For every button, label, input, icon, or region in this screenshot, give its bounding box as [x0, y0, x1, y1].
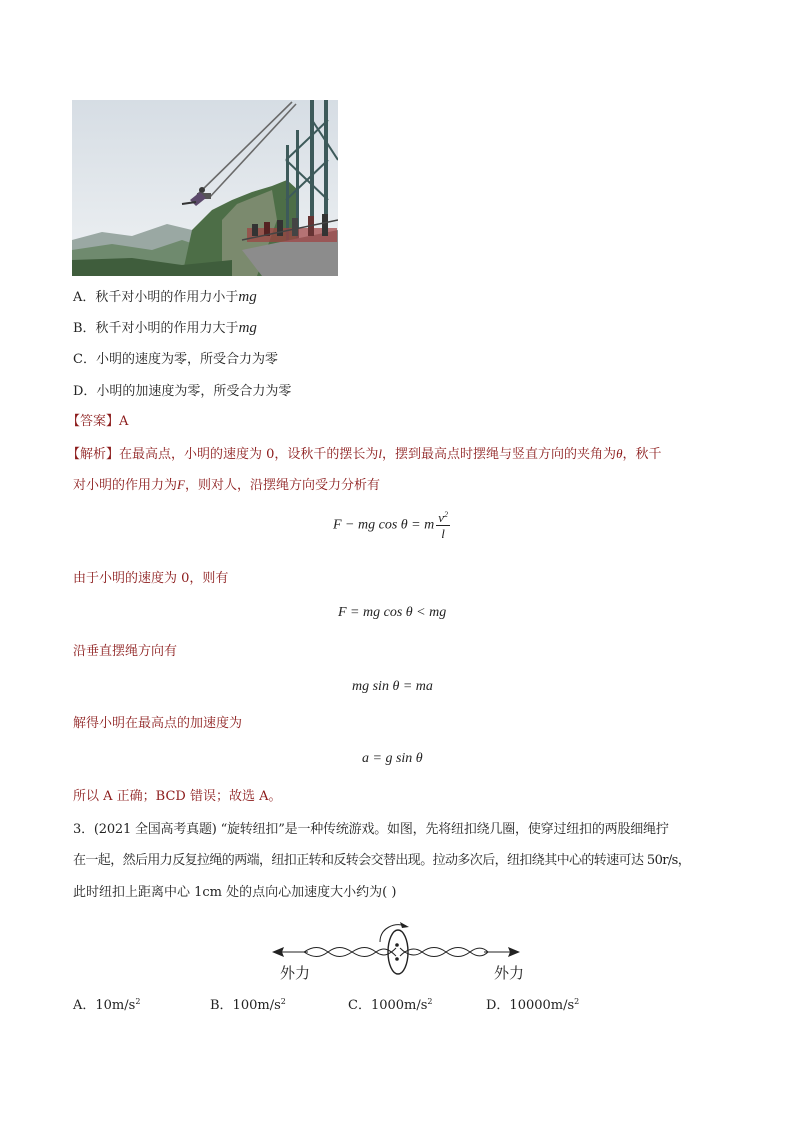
equation-1-denominator: l [441, 526, 445, 541]
option-a [73, 289, 257, 306]
option-c-text: C．小明的速度为零，所受合力为零 [73, 352, 278, 367]
q3-option-d-sup: 2 [574, 997, 580, 1006]
option-b-math: mg [238, 320, 257, 336]
q3-option-c-sup: 2 [427, 997, 433, 1006]
answer-line [67, 414, 128, 430]
analysis-conclusion: 所以 A 正确；BCD 错误；故选 A。 [73, 789, 282, 804]
question-3-line-2: 在一起，然后用力反复拉绳的两端，纽扣正转和反转会交替出现。拉动多次后，纽扣绕其中心的转速可达 50r/s， [73, 853, 691, 868]
equation-1-lhs: F − mg cos θ = m [333, 517, 435, 533]
option-b [73, 320, 257, 337]
analysis-line-2 [73, 477, 380, 494]
equation-3: mg sin θ = ma [352, 679, 433, 694]
equation-4: a = g sin θ [362, 751, 423, 766]
figure-label-left: 外力 [280, 964, 311, 982]
swing-photo [72, 100, 338, 276]
question-3-line-1: 3．(2021 全国高考真题) “旋转纽扣”是一种传统游戏。如图，先将纽扣绕几圈，使穿过纽扣的两股细绳拧 [73, 822, 669, 837]
q3-option-b [210, 998, 286, 1014]
q3-option-c [348, 998, 433, 1014]
equation-1-fraction [436, 510, 450, 541]
analysis-text-3: 沿垂直摆绳方向有 [73, 644, 178, 659]
answer-value: A [119, 414, 129, 429]
analysis-text-1c: ，秋千 [622, 447, 662, 462]
analysis-text-2b: ，则对人，沿摆绳方向受力分析有 [184, 478, 380, 493]
question-3-line-3: 此时纽扣上距离中心 1cm 处的点向心加速度大小约为( ) [73, 885, 397, 900]
analysis-text-4: 解得小明在最高点的加速度为 [73, 716, 243, 731]
option-a-text: A．秋千对小明的作用力小于 [73, 290, 239, 305]
option-c [73, 352, 278, 368]
option-b-text: B．秋千对小明的作用力大于 [73, 321, 239, 336]
var-l: l [378, 446, 383, 461]
q3-option-b-text: B．100m/s [210, 998, 281, 1013]
answer-label: 【答案】 [67, 414, 120, 429]
analysis-text-1b: ，摆到最高点时摆绳与竖直方向的夹角为 [382, 447, 617, 462]
var-theta: θ [616, 446, 623, 461]
analysis-text-2a: 对小明的作用力为 [73, 478, 178, 493]
option-d [73, 384, 291, 400]
option-d-text: D．小明的加速度为零，所受合力为零 [73, 384, 292, 399]
analysis-label: 【解析】 [67, 447, 120, 462]
q3-option-a-sup: 2 [135, 997, 141, 1006]
equation-1 [333, 510, 450, 541]
analysis-line-1 [67, 446, 661, 463]
analysis-text-1a: 在最高点，小明的速度为 0，设秋千的摆长为 [119, 447, 379, 462]
q3-option-d-text: D．10000m/s [486, 998, 575, 1013]
var-f: F [177, 477, 185, 492]
q3-option-a-text: A．10m/s [73, 998, 136, 1013]
equation-2: F = mg cos θ < mg [338, 605, 447, 620]
analysis-text-2: 由于小明的速度为 0，则有 [73, 571, 229, 586]
option-a-math: mg [238, 289, 257, 305]
q3-option-c-text: C．1000m/s [348, 998, 428, 1013]
q3-option-d [486, 998, 579, 1014]
equation-1-numerator: $v^2$ [438, 510, 448, 525]
figure-label-right: 外力 [494, 964, 525, 982]
q3-option-b-sup: 2 [280, 997, 286, 1006]
q3-option-a [73, 998, 140, 1014]
